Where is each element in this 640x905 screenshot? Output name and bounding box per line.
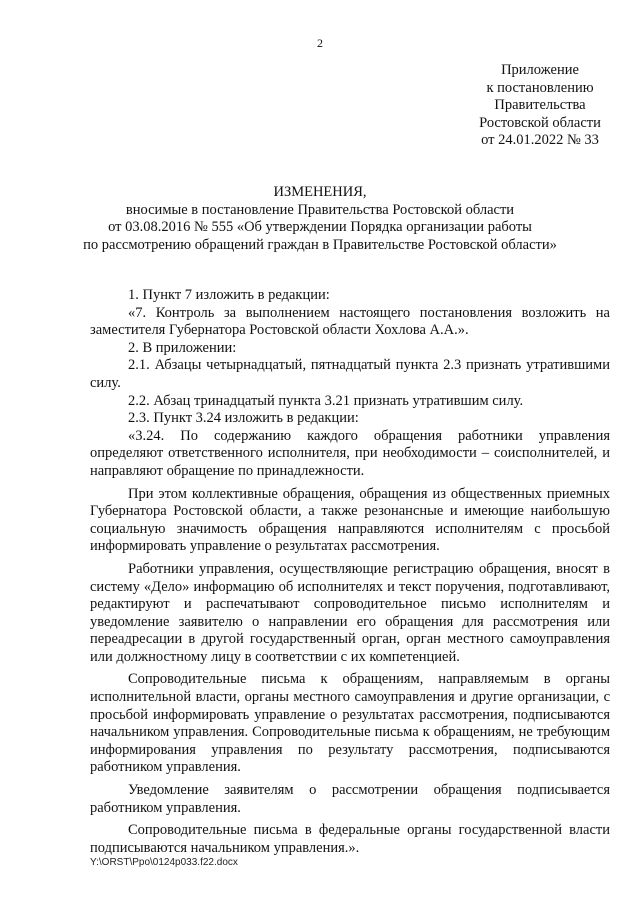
paragraph-registration: Работники управления, осуществляющие регистрацию обращения, вносят в систему «Дело» информацию об исполнителях и текст поручения, подготавливают, редактируют и распечатывают сопроводительное письмо исполнителям и уведомление заявителю о направлении его обращения для рассмотрения или переадресации в другой государственный орган, орган местного самоуправления или должностному лицу в соответствии с их компетенцией. <box>90 560 610 665</box>
appendix-line: к постановлению <box>486 79 594 96</box>
file-path-footer: Y:\ORST\Ppo\0124p033.f22.docx <box>90 857 238 868</box>
page-number: 2 <box>317 36 323 50</box>
paragraph-item-1: 1. Пункт 7 изложить в редакции: <box>128 287 330 303</box>
paragraph-item-2-3: 2.3. Пункт 3.24 изложить в редакции: <box>128 410 359 427</box>
paragraph-federal-letters: Сопроводительные письма в федеральные органы государственной власти подписываются начальником управления.». <box>90 822 610 856</box>
appendix-block <box>440 62 640 150</box>
appendix-line: Правительства <box>494 97 586 113</box>
heading-line: от 03.08.2016 № 555 «Об утверждении Порядка организации работы <box>108 219 532 235</box>
heading-line: вносимые в постановление Правительства Ростовской области <box>125 201 515 218</box>
document-body <box>90 287 610 857</box>
paragraph-item-3-24: «3.24. По содержанию каждого обращения работники управления определяют ответственного исполнителя, при необходимости – соисполнителей, и направляют обращение по принадлежности. <box>90 427 610 479</box>
paragraph-item-2-1: 2.1. Абзацы четырнадцатый, пятнадцатый пункта 2.3 признать утратившими силу. <box>90 357 610 391</box>
paragraph-item-7-text: «7. Контроль за выполнением настоящего постановления возложить на заместителя Губернатора Ростовской области Хохлова А.А.». <box>90 304 610 339</box>
paragraph-collective-appeals: При этом коллективные обращения, обращения из общественных приемных Губернатора Ростовской области, а также резонансные и имеющие наибольшую социальную значимость обращения направляются исполнителям с просьбой информировать управление о результатах рассмотрения. <box>90 485 610 555</box>
paragraph-item-2: 2. В приложении: <box>128 339 237 356</box>
paragraph-cover-letters: Сопроводительные письма к обращениям, направляемым в органы исполнительной власти, органы местного самоуправления и другие организации, с просьбой информировать управление о результатах рассмотрения, подписываются начальником управления. Сопроводительные письма к обращениям, не требующим информирования управления по результату рассмотрения, подписываются работником управления. <box>90 671 610 776</box>
appendix-line: от 24.01.2022 № 33 <box>481 132 599 148</box>
paragraph-item-2-2: 2.2. Абзац тринадцатый пункта 3.21 признать утратившим силу. <box>128 392 524 409</box>
appendix-line: Приложение <box>501 62 579 78</box>
heading-title: ИЗМЕНЕНИЯ, <box>273 184 367 200</box>
document-heading <box>0 184 640 254</box>
heading-line: по рассмотрению обращений граждан в Правительстве Ростовской области» <box>83 236 557 253</box>
paragraph-notifications: Уведомление заявителям о рассмотрении обращения подписывается работником управления. <box>90 782 610 816</box>
appendix-line: Ростовской области <box>479 114 601 131</box>
